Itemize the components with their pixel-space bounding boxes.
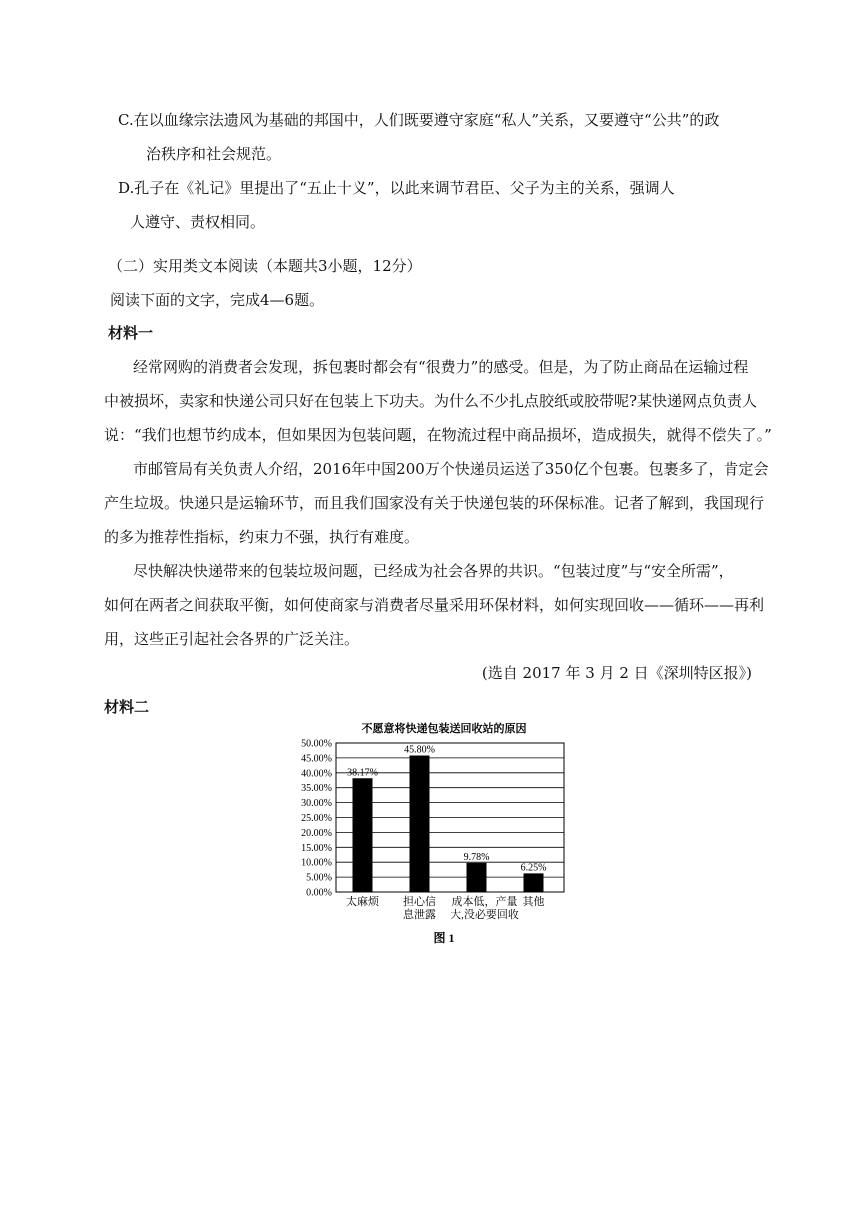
bar (467, 863, 487, 892)
chart-title: 不愿意将快递包装送回收站的原因 (361, 723, 527, 735)
y-tick-label: 40.00% (301, 768, 332, 780)
material-one-paragraph-3-line-2: 如何在两者之间获取平衡，如何使商家与消费者尽量采用环保材料，如何实现回收——循环——再利 (104, 596, 765, 614)
data-label: 9.78% (463, 851, 490, 863)
section-instruction: 阅读下面的文字，完成4—6题。 (110, 291, 325, 309)
material-two-label: 材料二 (104, 698, 150, 716)
y-tick-label: 25.00% (301, 813, 332, 824)
material-one-paragraph-3-line-3: 用，这些正引起社会各界的广泛关注。 (104, 630, 360, 648)
x-tick-label: 担心信 (403, 896, 436, 908)
material-one-paragraph-2-line-3: 的多为推荐性指标，约束力不强，执行有难度。 (104, 528, 420, 546)
bar (524, 873, 544, 892)
bar (410, 756, 430, 892)
data-label: 6.25% (520, 862, 547, 874)
y-tick-label: 30.00% (301, 798, 332, 810)
x-tick-label: 大,没必要回收 (450, 909, 519, 921)
x-tick-label: 成本低，产量 (451, 896, 518, 908)
material-one-paragraph-2-line-1: 市邮管局有关负责人介绍，2016年中国200万个快递员运送了350亿个包裹。包裹多了，肯定会 (133, 460, 769, 478)
figure-caption: 图 1 (433, 931, 455, 945)
material-one-paragraph-3-line-1: 尽快解决快递带来的包装垃圾问题，已经成为社会各界的共识。“包装过度”与“安全所需”， (133, 562, 734, 580)
y-tick-label: 35.00% (301, 783, 332, 795)
y-tick-label: 0.00% (306, 887, 332, 899)
y-tick-label: 15.00% (301, 842, 332, 854)
material-one-paragraph-1-line-2: 中被损坏，卖家和快递公司只好在包装上下功夫。为什么不少扎点胶纸或胶带呢?某快递网点负责人 (104, 392, 758, 410)
material-one-paragraph-1-line-3: 说：“我们也想节约成本，但如果因为包装问题，在物流过程中商品损坏，造成损失，就得不偿失了。” (104, 426, 772, 444)
option-d-line-1: D.孔子在《礼记》里提出了“五止十义”，以此来调节君臣、父子为主的关系，强调人 (118, 179, 675, 197)
y-tick-label: 5.00% (306, 872, 332, 884)
data-label: 38.17% (347, 767, 378, 779)
option-c-line-2: 治秩序和社会规范。 (146, 145, 282, 163)
option-c-line-1: C.在以血缘宗法遗风为基础的邦国中，人们既要遵守家庭“私人”关系，又要遵守“公共”的政 (118, 111, 720, 129)
y-tick-label: 50.00% (301, 738, 332, 750)
data-label: 45.80% (404, 744, 435, 756)
bar (353, 778, 373, 892)
option-d-line-2: 人遵守、责权相同。 (130, 213, 266, 231)
y-tick-label: 20.00% (301, 827, 332, 839)
material-one-paragraph-1-line-1: 经常网购的消费者会发现，拆包裹时都会有“很费力”的感受。但是，为了防止商品在运输过程 (133, 358, 749, 376)
x-tick-label: 其他 (522, 896, 545, 908)
x-tick-label: 息泄露 (403, 909, 436, 921)
material-one-paragraph-2-line-2: 产生垃圾。快递只是运输环节，而且我们国家没有关于快递包装的环保标准。记者了解到，我国现行 (104, 494, 765, 512)
y-tick-label: 45.00% (301, 753, 332, 765)
y-tick-label: 10.00% (301, 857, 332, 869)
bar-chart (288, 716, 578, 946)
section-heading: （二）实用类文本阅读（本题共3小题，12分） (108, 257, 422, 275)
material-one-label: 材料一 (108, 324, 154, 342)
material-one-source: (选自 2017 年 3 月 2 日《深圳特区报》) (481, 664, 752, 682)
x-tick-label: 太麻烦 (346, 896, 379, 908)
